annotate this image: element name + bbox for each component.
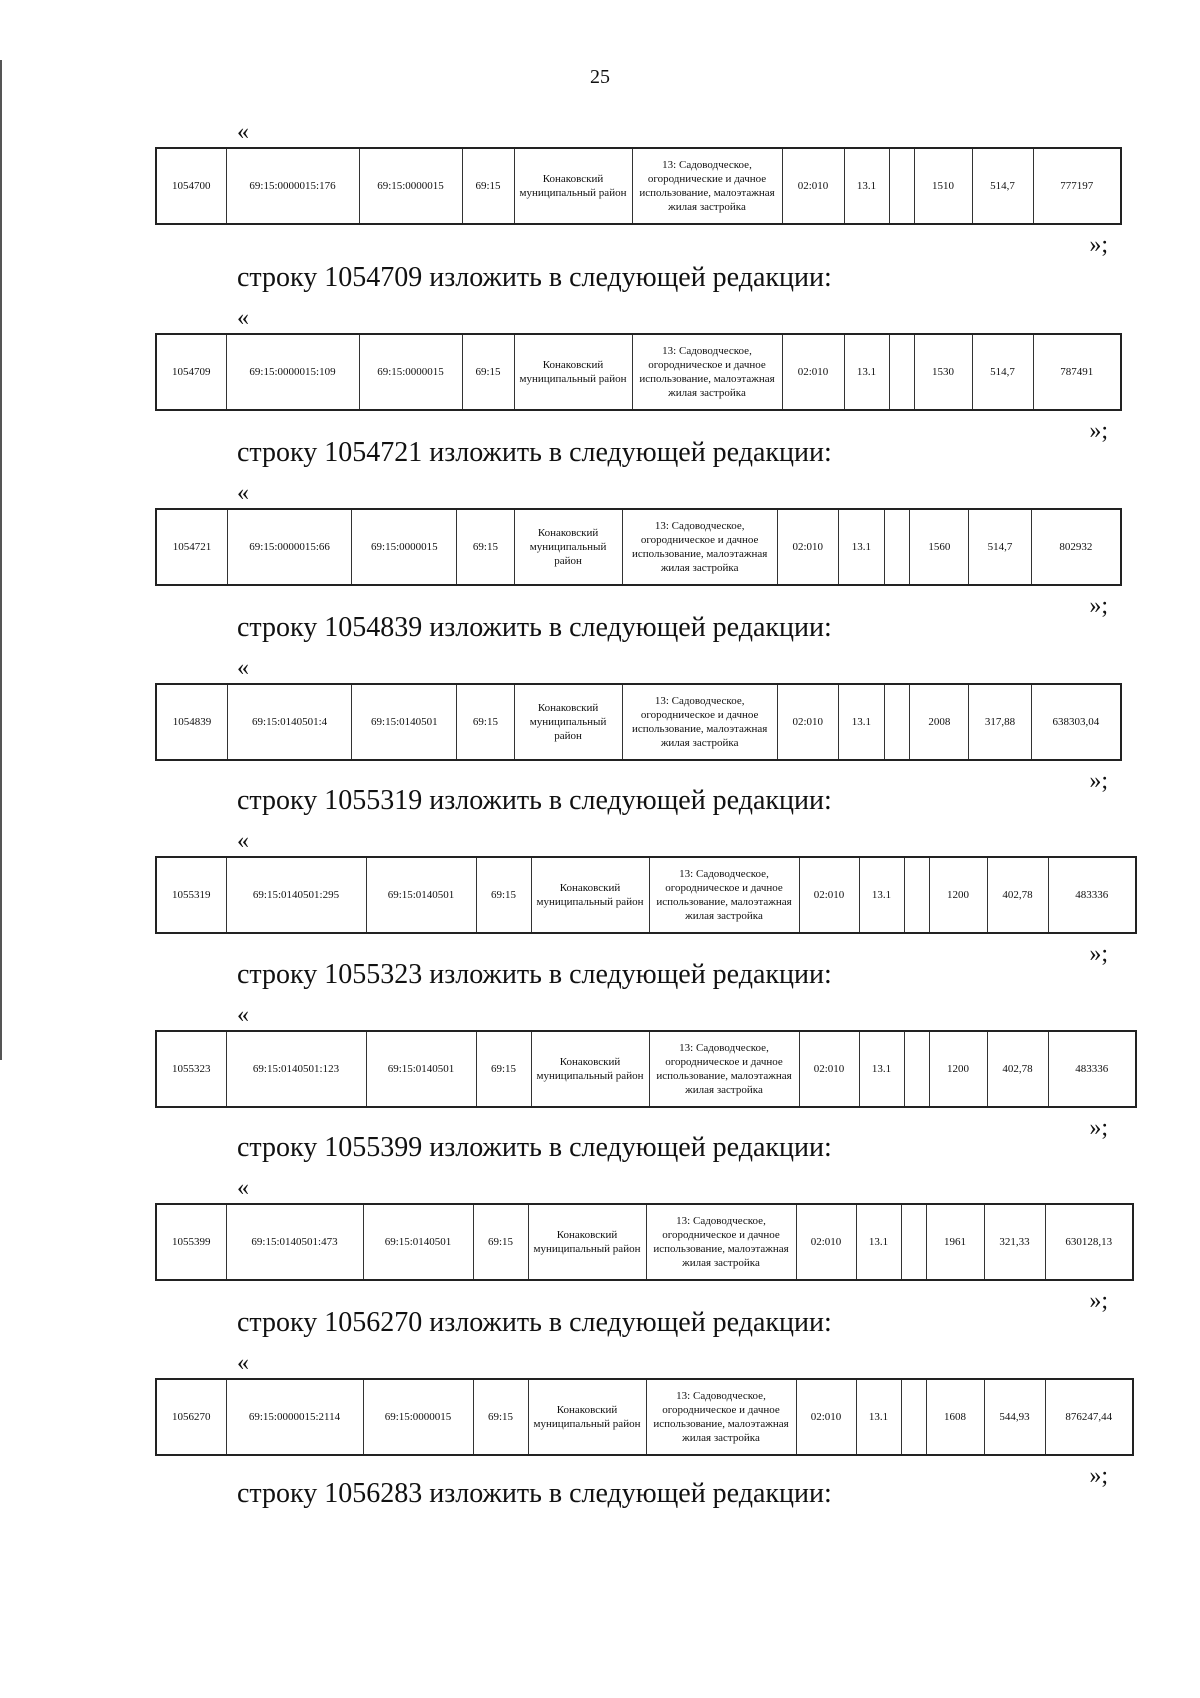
group-number: 13.1 [838,684,884,760]
group-code: 02:010 [777,509,838,585]
group-number: 13.1 [844,148,889,224]
cadastral-value: 483336 [1048,1031,1136,1107]
cadastral-district: 69:15 [457,684,514,760]
land-use-type: 13: Садоводческое, огородническое и дачное использование, малоэтажная жилая застройка [646,1379,796,1455]
specific-value: 402,78 [987,1031,1048,1107]
cadastral-table [155,856,1137,934]
group-code: 02:010 [782,148,844,224]
cadastral-number: 69:15:0140501:473 [226,1204,363,1280]
cadastral-number: 69:15:0140501:123 [226,1031,366,1107]
empty-cell [904,1031,929,1107]
cadastral-number: 69:15:0140501:295 [226,857,366,933]
row-number: 1055323 [156,1031,226,1107]
block-heading: строку 1054839 изложить в следующей редакции: [237,612,832,643]
block-heading: строку 1056270 изложить в следующей редакции: [237,1307,832,1338]
cadastral-number: 69:15:0140501:4 [227,684,351,760]
opening-quote: « [237,1175,249,1201]
area: 2008 [910,684,969,760]
row-number: 1054721 [156,509,227,585]
municipality: Конаковский муниципальный район [528,1204,646,1280]
group-number: 13.1 [859,857,904,933]
group-number: 13.1 [859,1031,904,1107]
specific-value: 317,88 [969,684,1031,760]
closing-quote: »; [1089,593,1108,619]
area: 1560 [910,509,969,585]
cadastral-quarter: 69:15:0140501 [363,1204,473,1280]
municipality: Конаковский муниципальный район [531,857,649,933]
cadastral-number: 69:15:0000015:66 [227,509,351,585]
empty-cell [884,684,910,760]
area: 1530 [914,334,972,410]
cadastral-value: 777197 [1033,148,1121,224]
cadastral-number: 69:15:0000015:176 [226,148,359,224]
table-row [156,148,1121,224]
block-heading: строку 1054721 изложить в следующей редакции: [237,437,832,468]
cadastral-value: 876247,44 [1045,1379,1133,1455]
specific-value: 514,7 [972,334,1033,410]
cadastral-table [155,1030,1137,1108]
municipality: Конаковский муниципальный район [514,509,622,585]
cadastral-table [155,333,1122,411]
row-number: 1054709 [156,334,226,410]
table-row [156,857,1136,933]
municipality: Конаковский муниципальный район [528,1379,646,1455]
area: 1200 [929,857,987,933]
municipality: Конаковский муниципальный район [531,1031,649,1107]
cadastral-table [155,147,1122,225]
empty-cell [901,1204,926,1280]
cadastral-number: 69:15:0000015:109 [226,334,359,410]
opening-quote: « [237,119,249,145]
empty-cell [889,334,914,410]
closing-quote: »; [1089,1115,1108,1141]
cadastral-district: 69:15 [462,148,514,224]
block-heading: строку 1055323 изложить в следующей редакции: [237,959,832,990]
block-heading: строку 1054709 изложить в следующей редакции: [237,262,832,293]
cadastral-district: 69:15 [473,1379,528,1455]
table-row [156,1204,1133,1280]
cadastral-value: 483336 [1048,857,1136,933]
opening-quote: « [237,828,249,854]
group-code: 02:010 [796,1204,856,1280]
cadastral-number: 69:15:0000015:2114 [226,1379,363,1455]
table-row [156,334,1121,410]
land-use-type: 13: Садоводческое, огородническое и дачное использование, малоэтажная жилая застройка [632,334,782,410]
cadastral-quarter: 69:15:0140501 [352,684,457,760]
group-code: 02:010 [796,1379,856,1455]
area: 1961 [926,1204,984,1280]
cadastral-table [155,1203,1134,1281]
page-edge-line [0,60,2,1060]
empty-cell [904,857,929,933]
block-heading: строку 1055319 изложить в следующей редакции: [237,785,832,816]
area: 1510 [914,148,972,224]
group-code: 02:010 [799,1031,859,1107]
cadastral-table [155,1378,1134,1456]
table-row [156,1031,1136,1107]
closing-quote: »; [1089,1288,1108,1314]
land-use-type: 13: Садоводческое, огородническое и дачное использование, малоэтажная жилая застройка [622,684,777,760]
closing-quote: »; [1089,418,1108,444]
cadastral-value: 638303,04 [1031,684,1121,760]
cadastral-quarter: 69:15:0140501 [366,857,476,933]
page-number: 25 [590,66,610,88]
land-use-type: 13: Садоводческое, огородническое и дачное использование, малоэтажная жилая застройка [649,1031,799,1107]
municipality: Конаковский муниципальный район [514,148,632,224]
specific-value: 321,33 [984,1204,1045,1280]
cadastral-table [155,508,1122,586]
block-heading: строку 1055399 изложить в следующей редакции: [237,1132,832,1163]
cadastral-quarter: 69:15:0140501 [366,1031,476,1107]
cadastral-quarter: 69:15:0000015 [352,509,457,585]
empty-cell [901,1379,926,1455]
cadastral-district: 69:15 [476,857,531,933]
table-row [156,684,1121,760]
closing-quote: »; [1089,1463,1108,1489]
cadastral-value: 802932 [1031,509,1121,585]
group-code: 02:010 [799,857,859,933]
group-number: 13.1 [856,1204,901,1280]
cadastral-district: 69:15 [457,509,514,585]
cadastral-table [155,683,1122,761]
row-number: 1054700 [156,148,226,224]
group-code: 02:010 [782,334,844,410]
municipality: Конаковский муниципальный район [514,334,632,410]
closing-quote: »; [1089,941,1108,967]
opening-quote: « [237,655,249,681]
group-code: 02:010 [777,684,838,760]
specific-value: 514,7 [972,148,1033,224]
group-number: 13.1 [856,1379,901,1455]
specific-value: 402,78 [987,857,1048,933]
municipality: Конаковский муниципальный район [514,684,622,760]
cadastral-quarter: 69:15:0000015 [359,148,462,224]
empty-cell [884,509,910,585]
land-use-type: 13: Садоводческое, огородническое и дачное использование, малоэтажная жилая застройка [622,509,777,585]
land-use-type: 13: Садоводческое, огородническое и дачное использование, малоэтажная жилая застройка [649,857,799,933]
land-use-type: 13: Садоводческое, огороднические и дачное использование, малоэтажная жилая застройка [632,148,782,224]
opening-quote: « [237,480,249,506]
cadastral-quarter: 69:15:0000015 [359,334,462,410]
cadastral-value: 787491 [1033,334,1121,410]
cadastral-quarter: 69:15:0000015 [363,1379,473,1455]
row-number: 1054839 [156,684,227,760]
cadastral-district: 69:15 [462,334,514,410]
row-number: 1056270 [156,1379,226,1455]
land-use-type: 13: Садоводческое, огородническое и дачное использование, малоэтажная жилая застройка [646,1204,796,1280]
opening-quote: « [237,1350,249,1376]
row-number: 1055319 [156,857,226,933]
cadastral-value: 630128,13 [1045,1204,1133,1280]
specific-value: 514,7 [969,509,1031,585]
cadastral-district: 69:15 [473,1204,528,1280]
table-row [156,509,1121,585]
group-number: 13.1 [844,334,889,410]
closing-quote: »; [1089,232,1108,258]
area: 1608 [926,1379,984,1455]
table-row [156,1379,1133,1455]
opening-quote: « [237,1002,249,1028]
group-number: 13.1 [838,509,884,585]
final-heading: строку 1056283 изложить в следующей редакции: [237,1478,832,1509]
row-number: 1055399 [156,1204,226,1280]
specific-value: 544,93 [984,1379,1045,1455]
opening-quote: « [237,305,249,331]
closing-quote: »; [1089,768,1108,794]
cadastral-district: 69:15 [476,1031,531,1107]
area: 1200 [929,1031,987,1107]
empty-cell [889,148,914,224]
